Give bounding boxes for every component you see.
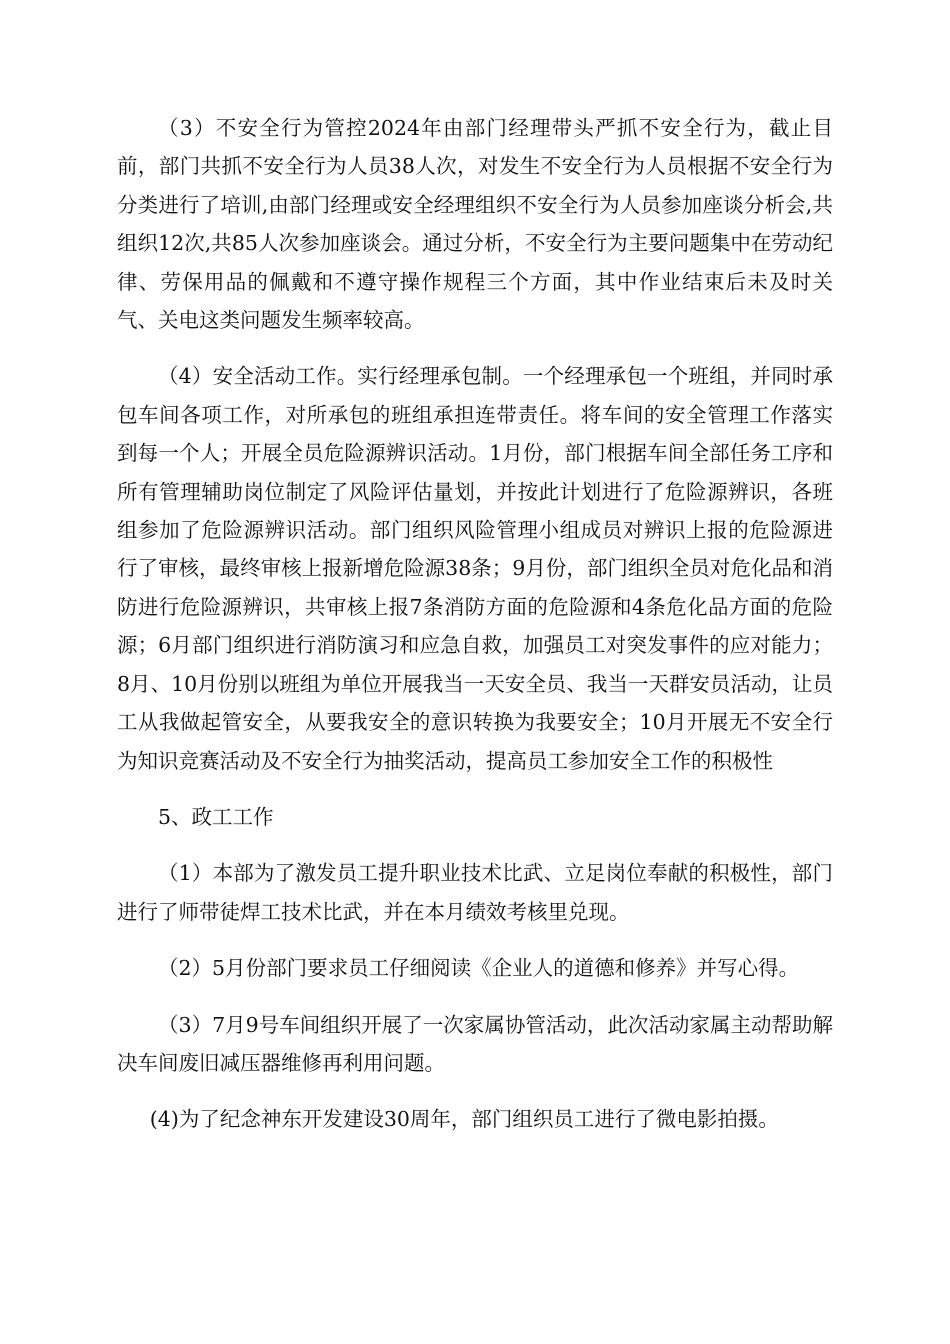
paragraph-safety-activities: （4）安全活动工作。实行经理承包制。一个经理承包一个班组，并同时承包车间各项工作，对所承包的班组承担连带责任。将车间的安全管理工作落实到每一个人；开展全员危险源辨识活动。1月份，部门根据车间全部任务工序和所有管理辅助岗位制定了风险评估量划，并按此计划进行了危险源辨识，各班组参加了危险源辨识活动。部门组织风险管理小组成员对辨识上报的危险源进行了审核，最终审核上报新增危险源38条；9月份，部门组织全员对危化品和消防进行危险源辨识，共审核上报7条消防方面的危险源和4条危化品方面的危险源；6月部门组织进行消防演习和应急自救，加强员工对突发事件的应对能力；8月、10月份别以班组为单位开展我当一天安全员、我当一天群安员活动，让员工从我做起管安全，从要我安全的意识转换为我要安全；10月开展无不安全行为知识竞赛活动及不安全行为抽奖活动，提高员工参加安全工作的积极性 — [117, 364, 833, 773]
paragraph-unsafe-behavior-control: （3）不安全行为管控2024年由部门经理带头严抓不安全行为，截止目前，部门共抓不安全行为人员38人次，对发生不安全行为人员根据不安全行为分类进行了培训,由部门经理或安全经理组织不安全行为人员参加座谈分析会,共组织12次,共85人次参加座谈会。通过分析，不安全行为主要问题集中在劳动纪律、劳保用品的佩戴和不遵守操作规程三个方面，其中作业结束后未及时关气、关电这类问题发生频率较高。 — [117, 116, 833, 333]
list-item: (4)为了纪念神东开发建设30周年，部门组织员工进行了微电影拍摄。 — [149, 1107, 779, 1132]
list-item: （3）7月9号车间组织开展了一次家属协管活动，此次活动家属主动帮助解决车间废旧减压器维修再利用问题。 — [117, 1012, 833, 1075]
list-item: （1）本部为了激发员工提升职业技术比武、立足岗位奉献的积极性，部门进行了师带徒焊工技术比武，并在本月绩效考核里兑现。 — [117, 861, 833, 924]
list-item: （2）5月份部门要求员工仔细阅读《企业人的道德和修养》并写心得。 — [158, 956, 800, 981]
document-body — [117, 109, 833, 1139]
section-heading-political-work: 5、政工工作 — [158, 804, 274, 829]
